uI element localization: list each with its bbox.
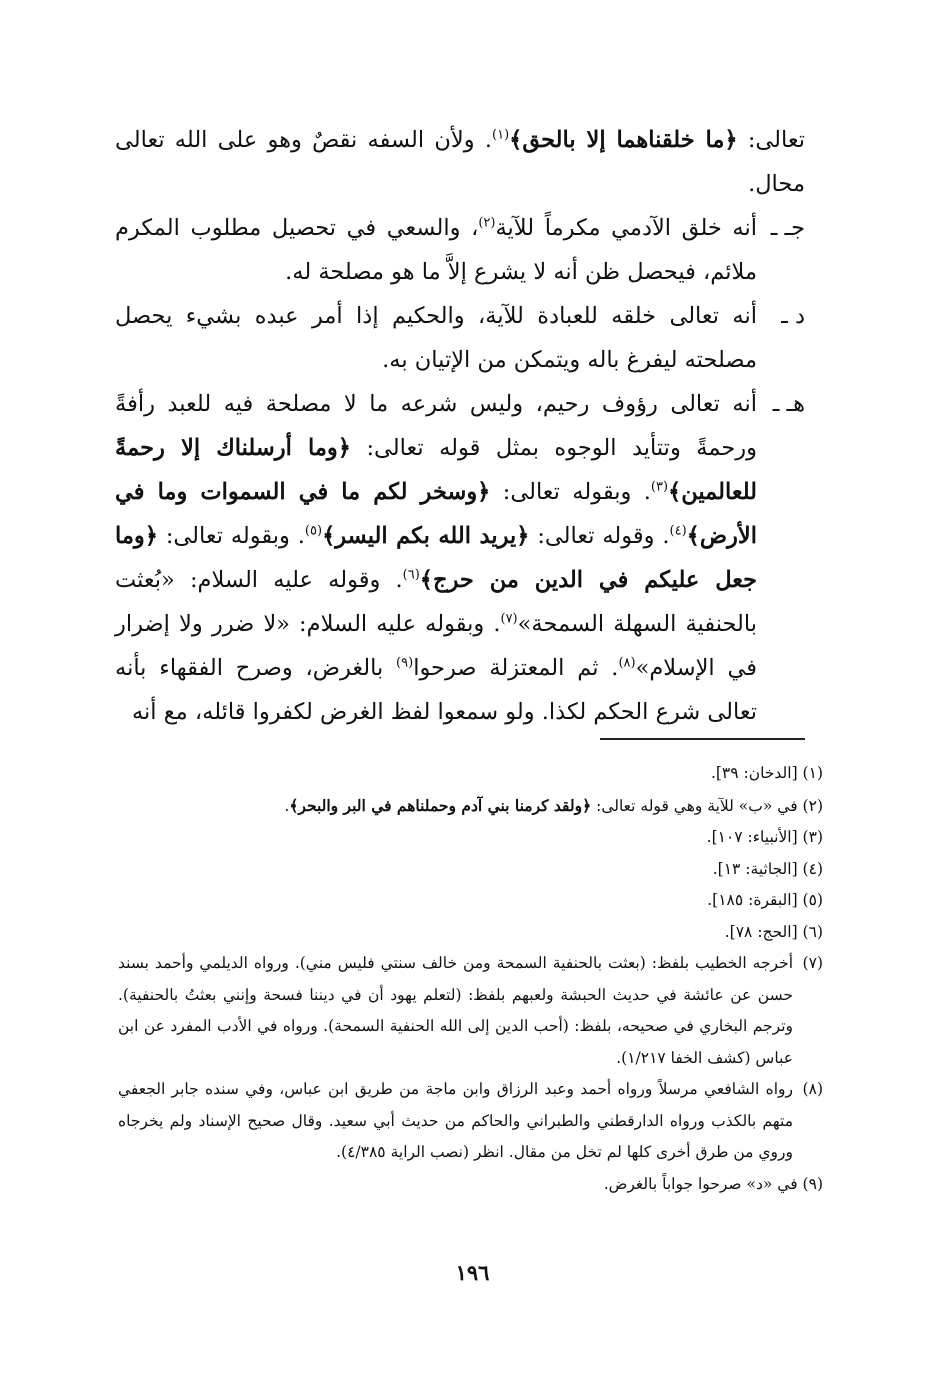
text: أخرجه الخطيب بلفظ: (بعثت بالحنفية السمحة ومن خالف سنتي فليس مني). ورواه الديلمي وأحمد بسند حسن عن عائشة في حديث الحبشة ولعبهم بلفظ: (لتعلم يهود أن في ديننا فسحة وإنني بعثتُ بالحنفية). وترجم البخاري في صحيحه، بلفظ: (أحب الدين إلى الله الحنفية السمحة). ورواه في الأدب المفرد عن ابن عباس (كشف الخفا ١/٢١٧). (118, 954, 793, 1067)
text: . وبقوله عليه السلام: «لا ضرر ولا إضرار في الإسلام» (115, 611, 757, 681)
footnote-ref: (٥) (304, 523, 323, 539)
page-number: ١٩٦ (455, 1260, 490, 1285)
footnote-8 (118, 1074, 823, 1169)
text: أنه تعالى رؤوف رحيم، وليس شرعه ما لا مصلحة فيه للعبد رأفةً ورحمةً وتتأيد الوجوه بمثل قوله تعالى: (115, 391, 757, 461)
text: أنه خلق الآدمي مكرماً للآية (495, 215, 758, 241)
item-marker: هـ ـ (772, 391, 805, 417)
footnote-5: (٥) [البقرة: ١٨٥]. (707, 891, 823, 909)
text: رواه الشافعي مرسلاً ورواه أحمد وعبد الرزاق وابن ماجة من طريق ابن عباس، وفي سنده جابر الجعفي متهم بالكذب ورواه الدارقطني والطبراني والحاكم من حديث أبي سعيد. وقال صحيح الإسناد ولم يخرجاه وروي من طرق أخرى كلها لم تخل من مقال. انظر (نصب الراية ٤/٣٨٥). (118, 1080, 793, 1161)
footnote-6: (٦) [الحج: ٧٨]. (724, 922, 823, 941)
text: . وقوله تعالى: (529, 523, 670, 549)
footnote-9: (٩) في «د» صرحوا جواباً بالغرض. (603, 1174, 823, 1193)
footnote-7 (118, 948, 823, 1074)
footnotes (118, 758, 823, 1200)
footnote-ref: (٩) (396, 655, 414, 671)
main-text (115, 118, 805, 734)
item-marker: جـ ـ (770, 215, 805, 241)
quran-verse: ﴿وما أرسلناك إلا رحمةً للعالمين﴾ (115, 435, 757, 505)
footnote-number: (٨) (802, 1080, 823, 1098)
footnote-separator (600, 738, 805, 740)
text: . وقوله عليه السلام: «بُعثت بالحنفية السهلة السمحة» (115, 567, 757, 637)
footnote-ref: (٣) (650, 479, 669, 495)
list-item-ha (115, 382, 805, 734)
item-marker: د ـ (781, 303, 805, 329)
quran-verse: ﴿ما خلقناهما إلا بالحق﴾ (509, 127, 738, 153)
text: بالغرض، وصرح الفقهاء بأنه تعالى شرع الحكم لكذا. ولو سمعوا لفظ الغرض لكفروا قائله، مع أنه (115, 655, 757, 725)
quran-verse: ﴿وسخر لكم ما في السموات وما في الأرض﴾ (115, 479, 758, 549)
quran-verse: ﴿وما جعل عليكم في الدين من حرج﴾ (115, 523, 758, 593)
text: تعالى: (737, 127, 806, 153)
footnote-4: (٤) [الجاثية: ١٣]. (712, 859, 823, 878)
footnote-ref: (٦) (402, 567, 420, 583)
footnote-ref: (٢) (478, 215, 496, 231)
quran-verse: ﴿ولقد كرمنا بني آدم وحملناهم في البر والبحر﴾ (289, 795, 592, 815)
text: . ثم المعتزلة صرحوا (413, 655, 619, 681)
text: ، والسعي في تحصيل مطلوب المكرم ملائم، فيحصل ظن أنه لا يشرع إلاَّ ما هو مصلحة له. (115, 215, 757, 285)
paragraph-continuation (115, 118, 805, 206)
footnote-ref: (١) (492, 127, 510, 143)
footnote-3: (٣) [الأنبياء: ١٠٧]. (706, 828, 823, 846)
list-item-dal (115, 294, 805, 382)
footnote-ref: (٧) (500, 611, 518, 627)
text: (٢) في «ب» للآية وهي قوله تعالى: (591, 796, 823, 815)
footnote-1: (١) [الدخان: ٣٩]. (710, 764, 823, 782)
text: أنه تعالى خلقه للعبادة للآية، والحكيم إذا أمر عبده بشيء يحصل مصلحته ليفرغ باله ويتمكن من الإتيان به. (115, 303, 757, 373)
footnote-ref: (٤) (669, 523, 687, 539)
text: . ولأن السفه نقصٌ وهو على الله تعالى محال. (115, 127, 805, 197)
footnote-2 (118, 790, 823, 823)
text: . وبقوله تعالى: (490, 479, 651, 505)
quran-verse: ﴿يريد الله بكم اليسر﴾ (322, 523, 530, 549)
list-item-jim (115, 206, 805, 294)
text: . وبقوله تعالى: (157, 523, 305, 549)
text: . (284, 796, 290, 815)
footnote-ref: (٨) (618, 655, 636, 671)
footnote-number: (٧) (802, 954, 823, 972)
